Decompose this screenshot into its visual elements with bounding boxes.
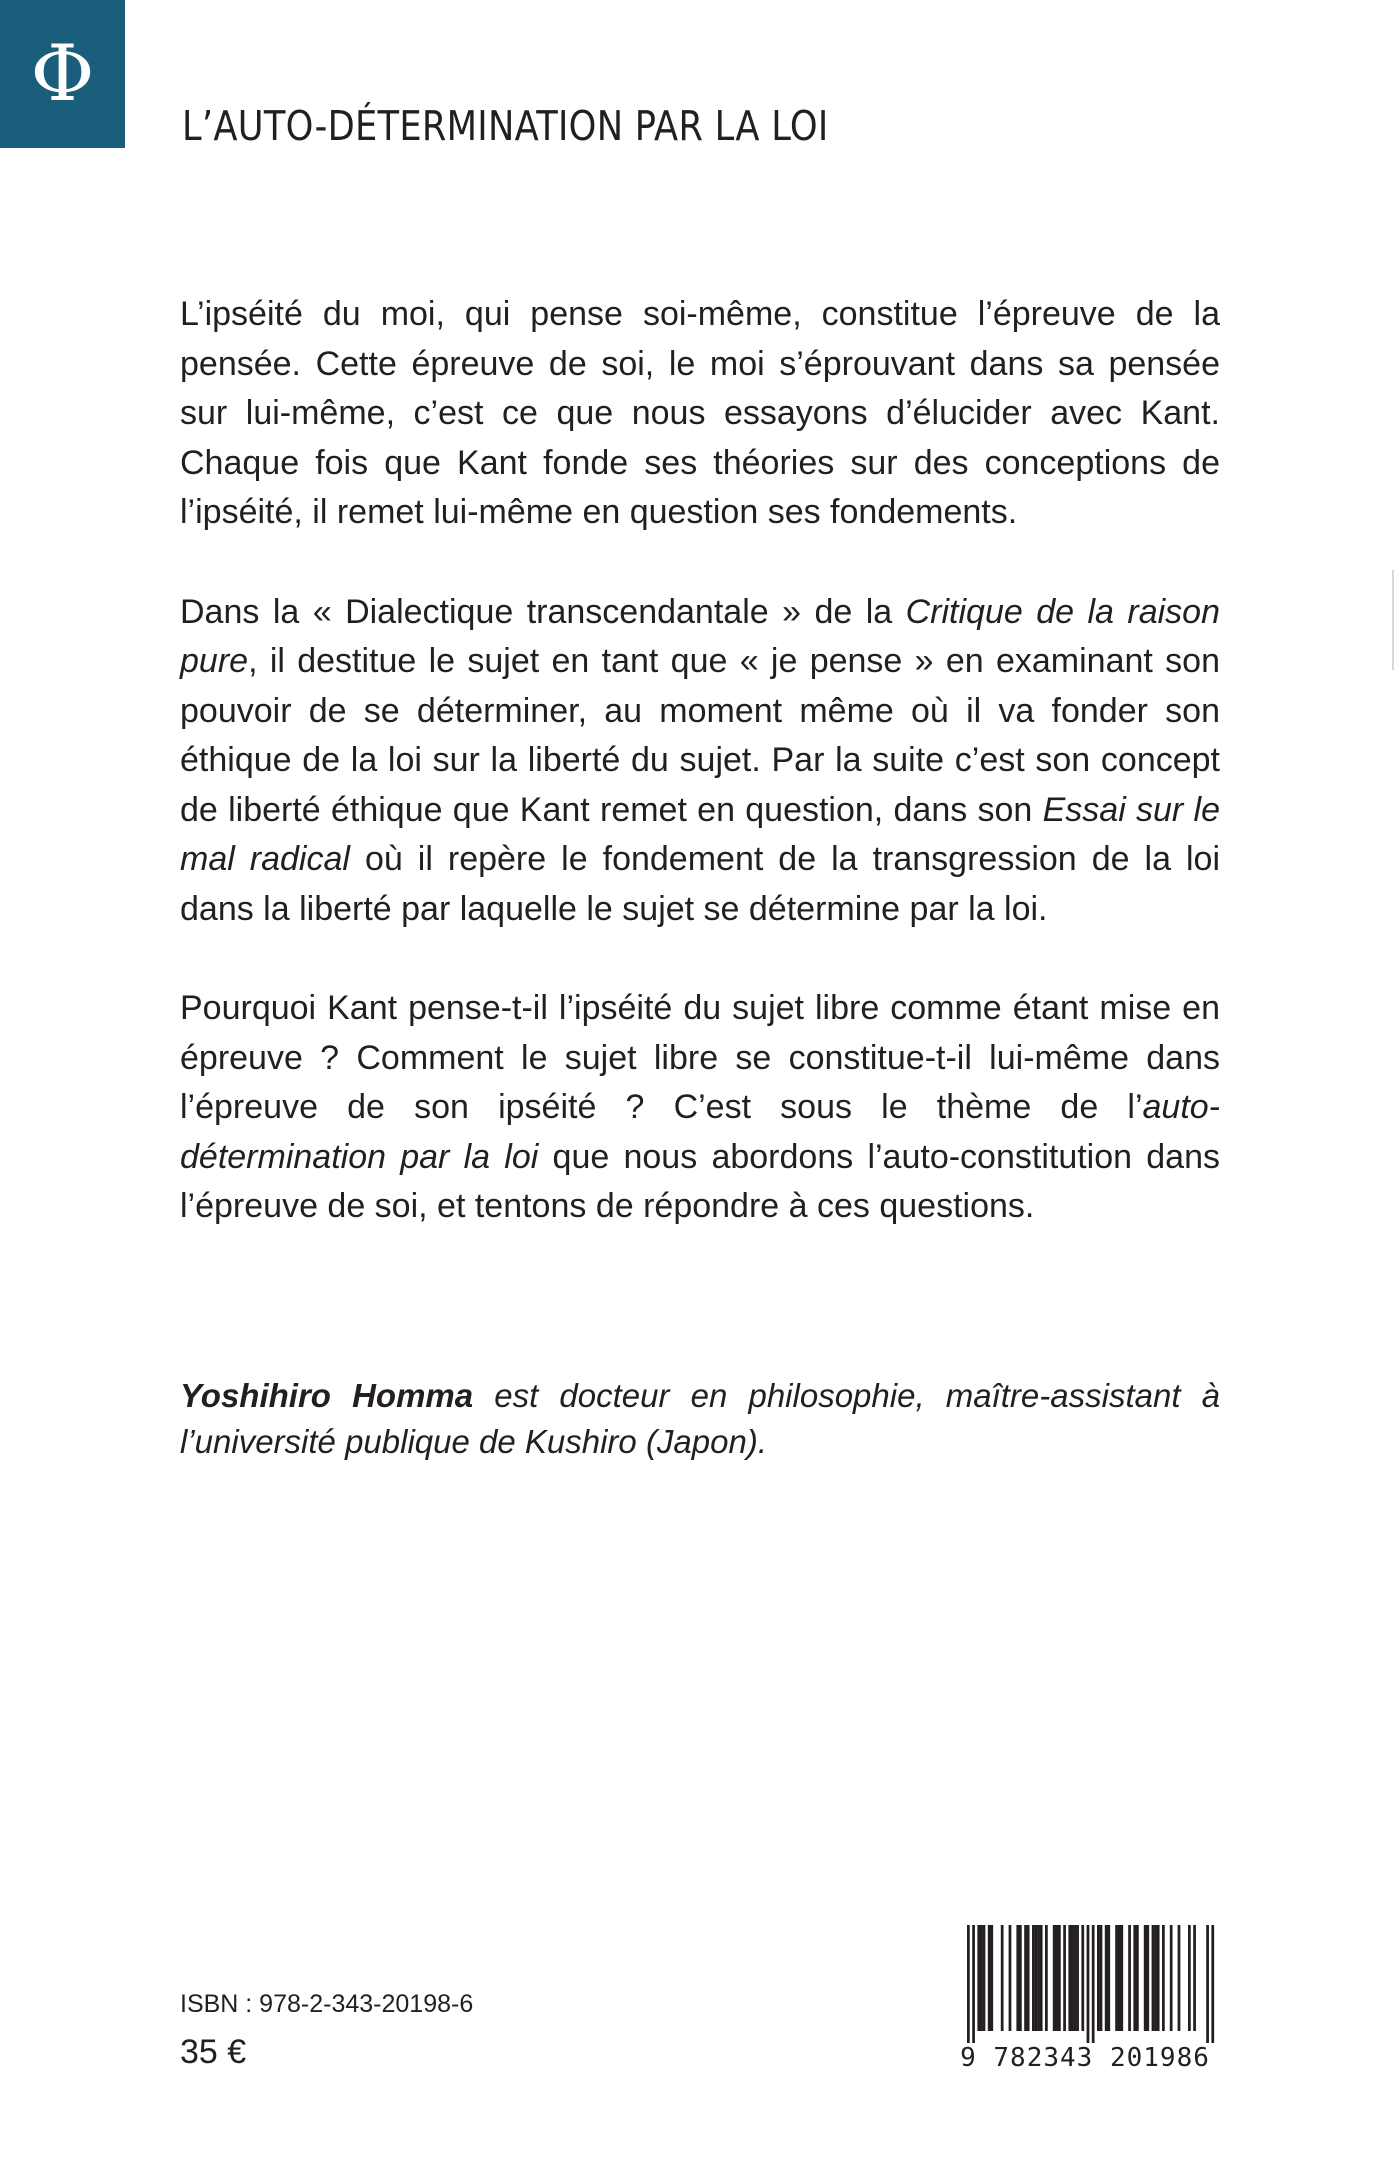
barcode-bar (977, 1925, 980, 2031)
barcode-bar (1120, 1925, 1123, 2031)
barcode-bar (1027, 1925, 1030, 2031)
barcode-bar (1035, 1925, 1038, 2031)
barcode-bar (1063, 1925, 1066, 2031)
barcode-bar (1032, 1925, 1035, 2031)
barcode-bar (1100, 1925, 1103, 2031)
blurb-text: où il repère le fondement de la transgression de la loi dans la liberté par laquelle le sujet se détermine par la loi. (180, 840, 1220, 928)
barcode-bar (1092, 1925, 1095, 2043)
author-bio-text: est docteur en philosophie, maître-assistant à l’université publique de Kushiro (Japon). (180, 1377, 1220, 1460)
barcode-bar (1152, 1925, 1155, 2031)
publisher-logo (0, 0, 125, 148)
barcode-bar (1188, 1925, 1191, 2031)
barcode-bar (980, 1925, 983, 2031)
barcode-bar (1146, 1925, 1149, 2031)
barcode-bar (1074, 1925, 1077, 2031)
barcode-digits: 9 782343 201986 (960, 2043, 1210, 2073)
barcode-bar (1009, 1925, 1012, 2031)
barcode-bar (1001, 1925, 1004, 2031)
barcode-bar (1118, 1925, 1121, 2031)
barcode-bar (1178, 1925, 1181, 2031)
blurb-text: Dans la « Dialectique transcendantale » de la (180, 592, 906, 631)
author-bio (180, 1373, 1220, 1465)
author-name: Yoshihiro Homma (180, 1377, 474, 1414)
barcode-bar (1019, 1925, 1022, 2031)
barcode-bar (1081, 1925, 1084, 2031)
barcode-bar (1076, 1925, 1079, 2031)
barcode-bar (1154, 1925, 1157, 2031)
barcode-bar (1193, 1925, 1196, 2031)
barcode-bar (1097, 1925, 1100, 2031)
blurb-italic-title: Critique de la raison pure (180, 592, 1220, 680)
blurb-text: Pourquoi Kant pense-t-il l’ipséité du sujet libre comme étant mise en épreuve ? Comment le sujet libre se constitue-t-il lui-même dans l’épreuve de son ipséité ? C’est sous le thème de l’ (180, 989, 1220, 1126)
blurb-paragraph-2 (180, 588, 1220, 935)
barcode-bar (1071, 1925, 1074, 2031)
barcode-bar (1087, 1925, 1090, 2043)
barcode-bar (1170, 1925, 1173, 2031)
blurb-paragraph-3 (180, 984, 1220, 1232)
book-title: L’AUTO-DÉTERMINATION PAR LA LOI (182, 102, 829, 150)
barcode-bar (1037, 1925, 1040, 2031)
barcode-bar (988, 1925, 991, 2031)
barcode (945, 1925, 1225, 2075)
barcode-bar (1206, 1925, 1209, 2043)
phi-icon: Φ (30, 29, 95, 119)
barcode-bar (967, 1925, 970, 2043)
barcode-bar (1058, 1925, 1061, 2031)
barcode-bar (1144, 1925, 1147, 2031)
barcode-bar (1055, 1925, 1058, 2031)
barcode-bar (1016, 1925, 1019, 2031)
barcode-bar (1024, 1925, 1027, 2031)
blurb-text: que nous abordons l’auto-constitution dans l’épreuve de soi, et tentons de répondre à ces questions. (180, 1137, 1220, 1225)
barcode-bar (1162, 1925, 1165, 2031)
barcode-bar (1068, 1925, 1071, 2031)
edge-mark (1392, 570, 1394, 670)
barcode-bar (1157, 1925, 1160, 2031)
barcode-bar (1128, 1925, 1131, 2031)
blurb-text: , il destitue le sujet en tant que « je pense » en examinant son pouvoir de se déterminer, au moment même où il va fonder son éthique de la loi sur la liberté du sujet. Par la suite c’est son concept de liberté éthique que Kant remet en question, dans son (180, 642, 1220, 829)
barcode-bar (1211, 1925, 1214, 2043)
barcode-bar (1136, 1925, 1139, 2031)
back-cover-blurb (180, 290, 1220, 1282)
barcode-bar (990, 1925, 993, 2031)
barcode-bar (1053, 1925, 1056, 2031)
barcode-bar (1105, 1925, 1108, 2031)
barcode-bars (945, 1925, 1225, 2043)
barcode-bar (1107, 1925, 1110, 2031)
blurb-italic-title: Essai sur le mal radical (180, 790, 1220, 878)
blurb-italic-phrase: auto-détermination par la loi (180, 1088, 1220, 1176)
barcode-bar (1045, 1925, 1048, 2031)
barcode-bar (972, 1925, 975, 2043)
barcode-bar (1115, 1925, 1118, 2031)
barcode-bar (983, 1925, 986, 2031)
blurb-paragraph-1: L’ipséité du moi, qui pense soi-même, constitue l’épreuve de la pensée. Cette épreuve de soi, le moi s’éprouvant dans sa pensée sur lui-même, c’est ce que nous essayons d’élucider avec Kant. Chaque fois que Kant fonde ses théories sur des conceptions de l’ipséité, il remet lui-même en question ses fondements. (180, 295, 1220, 531)
isbn: ISBN : 978-2-343-20198-6 (180, 1990, 474, 2018)
price: 35 € (180, 2033, 247, 2071)
barcode-bar (1040, 1925, 1043, 2031)
barcode-bar (1133, 1925, 1136, 2031)
